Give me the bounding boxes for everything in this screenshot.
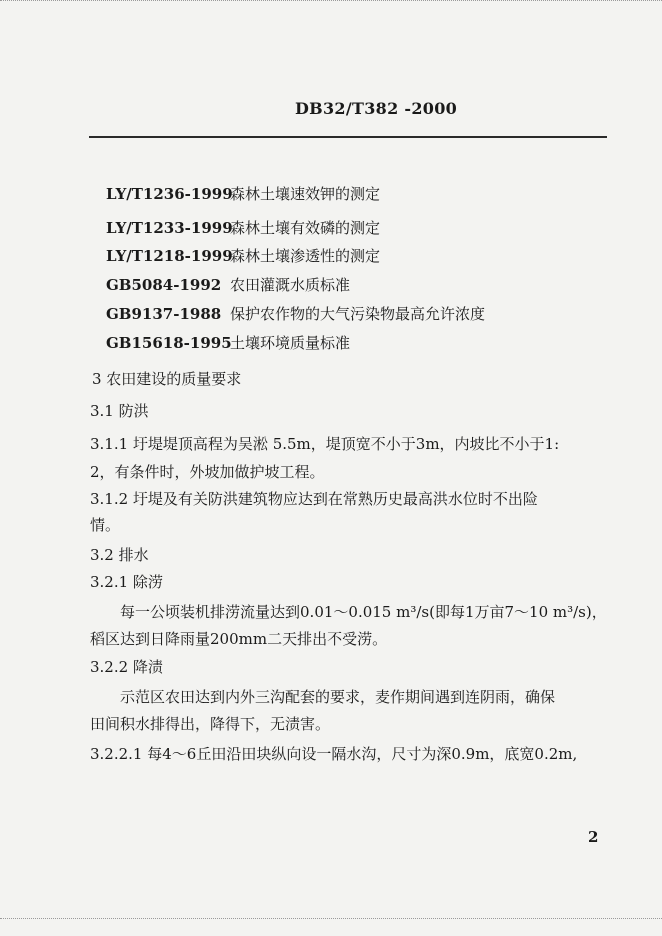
- section-heading-3-2: 3.2 排水: [90, 546, 149, 564]
- reference-code: LY/T1236-1999: [106, 185, 233, 203]
- reference-code: GB15618-1995: [106, 334, 232, 352]
- paragraph-3-1-1-line2: 2，有条件时，外坡加做护坡工程。: [90, 463, 325, 481]
- reference-item: [106, 275, 350, 295]
- reference-code: GB9137-1988: [106, 305, 222, 323]
- reference-item: [106, 246, 380, 266]
- paragraph-3-2-1-line1: 每一公顷装机排涝流量达到0.01～0.015 m³/s(即每1万亩7～10 m³/s)，: [120, 603, 607, 621]
- paragraph-3-1-2-line1: 3.1.2 圩堤及有关防洪建筑物应达到在常熟历史最高洪水位时不出险: [90, 490, 538, 508]
- paragraph-3-1-1-line1: 3.1.1 圩堤堤顶高程为吴淞 5.5m，堤顶宽不小于3m，内坡比不小于1:: [90, 435, 560, 453]
- section-heading-3-2-2: 3.2.2 降渍: [90, 658, 163, 676]
- paragraph-3-2-2-line1: 示范区农田达到内外三沟配套的要求，麦作期间遇到连阴雨，确保: [120, 688, 556, 706]
- reference-item: [106, 304, 485, 324]
- reference-title: 森林土壤有效磷的测定: [230, 219, 381, 237]
- reference-code: LY/T1218-1999: [106, 247, 233, 265]
- paragraph-3-2-1-line2: 稻区达到日降雨量200mm二天排出不受涝。: [90, 630, 388, 648]
- reference-title: 土壤环境质量标准: [230, 334, 351, 352]
- reference-item: [106, 218, 380, 238]
- section-heading-3-2-1: 3.2.1 除涝: [90, 573, 163, 591]
- document-number: DB32/T382 -2000: [295, 99, 458, 118]
- section-heading-3: 3 农田建设的质量要求: [92, 370, 242, 388]
- reference-item: [106, 184, 380, 204]
- paragraph-3-2-2-line2: 田间积水排得出，降得下，无渍害。: [90, 715, 331, 733]
- header-rule: [89, 136, 607, 138]
- reference-code: LY/T1233-1999: [106, 219, 233, 237]
- page-number: 2: [588, 828, 599, 846]
- section-heading-3-1: 3.1 防洪: [90, 402, 149, 420]
- reference-code: GB5084-1992: [106, 276, 222, 294]
- reference-title: 保护农作物的大气污染物最高允许浓度: [230, 305, 486, 323]
- reference-title: 农田灌溉水质标准: [230, 276, 351, 294]
- reference-item: [106, 333, 350, 353]
- reference-title: 森林土壤速效钾的测定: [230, 185, 381, 203]
- paragraph-3-2-2-1: 3.2.2.1 每4～6丘田沿田块纵向设一隔水沟，尺寸为深0.9m，底宽0.2m,: [90, 745, 578, 763]
- scan-edge-top: [0, 0, 662, 3]
- reference-title: 森林土壤渗透性的测定: [230, 247, 381, 265]
- scan-edge-bottom: [0, 918, 662, 921]
- paragraph-3-1-2-line2: 情。: [90, 516, 121, 534]
